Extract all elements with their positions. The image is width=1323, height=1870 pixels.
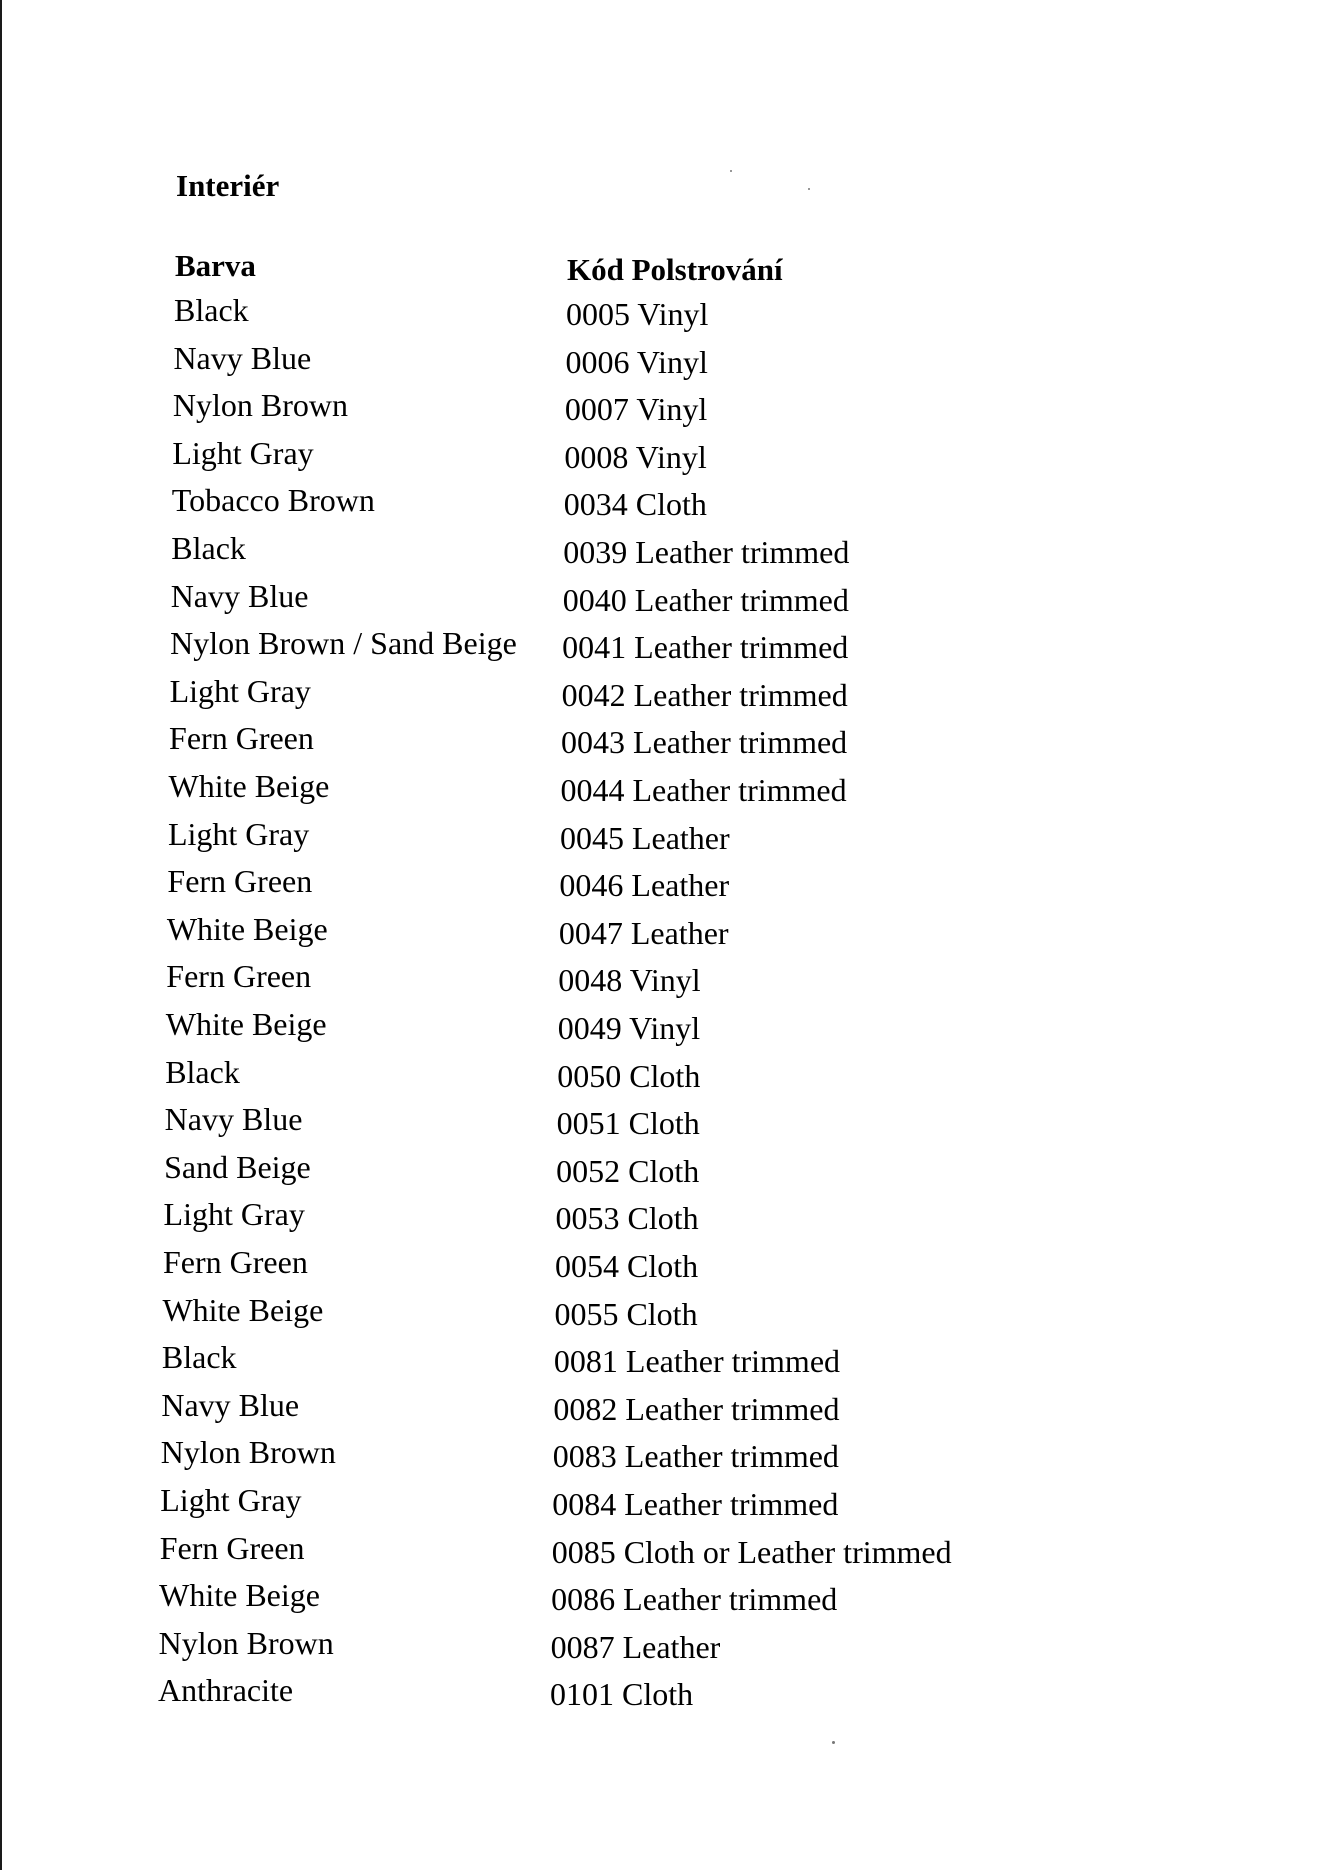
color-cell: Navy Blue [161,1386,300,1423]
color-cell: Navy Blue [170,577,309,614]
upholstery-code-cell: 0084 Leather trimmed [552,1486,839,1522]
table-row [0,433,1323,473]
table-row [0,1147,1323,1187]
color-cell: Nylon Brown [172,387,348,424]
color-cell: White Beige [166,910,328,947]
table-row [0,766,1323,806]
upholstery-code-cell: 0086 Leather trimmed [551,1581,838,1618]
table-row [0,338,1323,378]
upholstery-code-cell: 0049 Vinyl [557,1010,701,1046]
color-cell: White Beige [159,1577,320,1614]
color-cell: Fern Green [166,958,312,995]
color-cell: Fern Green [167,863,313,900]
table-row [0,1528,1323,1568]
color-cell: Navy Blue [164,1101,303,1138]
column-header-code: Kód Polstrování [567,252,783,287]
color-cell: Anthracite [158,1672,294,1709]
table-row [0,1432,1323,1475]
table-row [0,1670,1323,1713]
color-cell: White Beige [162,1291,324,1328]
upholstery-code-cell: 0005 Vinyl [566,296,709,332]
upholstery-code-cell: 0081 Leather trimmed [553,1343,841,1380]
upholstery-code-cell: 0039 Leather trimmed [563,534,850,570]
color-cell: Sand Beige [164,1148,311,1185]
upholstery-code-cell: 0082 Leather trimmed [553,1390,840,1427]
color-cell: Black [171,530,246,566]
upholstery-code-cell: 0006 Vinyl [565,343,708,380]
upholstery-code-cell: 0046 Leather [559,867,730,904]
upholstery-code-cell: 0008 Vinyl [564,438,707,475]
color-cell: Fern Green [163,1244,308,1280]
table-row [0,861,1323,904]
table-row [0,1480,1323,1520]
table-row [0,1004,1323,1044]
color-cell: Nylon Brown [158,1624,334,1661]
color-cell: Black [174,292,249,328]
table-row [0,385,1323,428]
color-cell: Navy Blue [173,339,312,376]
color-cell: Light Gray [160,1482,302,1518]
table-row [0,1194,1323,1237]
upholstery-code-cell: 0055 Cloth [554,1295,698,1332]
table-row [0,528,1323,568]
color-cell: Light Gray [167,815,310,852]
table-row [0,1385,1323,1425]
upholstery-code-cell: 0042 Leather trimmed [561,676,848,713]
table-row [0,1099,1323,1142]
color-cell: Light Gray [172,434,314,471]
scan-speck [730,170,732,172]
upholstery-code-cell: 0043 Leather trimmed [561,724,848,761]
upholstery-code-cell: 0034 Cloth [563,486,707,523]
table-row [0,1623,1323,1663]
color-cell: Black [161,1339,237,1376]
upholstery-code-cell: 0040 Leather trimmed [562,581,849,618]
upholstery-code-cell: 0044 Leather trimmed [560,772,847,808]
column-header-color: Barva [175,248,256,283]
upholstery-code-cell: 0050 Cloth [557,1057,701,1094]
color-cell: White Beige [165,1006,327,1042]
table-row [0,576,1323,616]
scan-speck [832,1741,835,1744]
color-cell: White Beige [168,768,330,804]
table-row [0,718,1323,761]
upholstery-code-cell: 0041 Leather trimmed [562,629,849,666]
upholstery-code-cell: 0048 Vinyl [558,962,701,999]
table-row [0,814,1323,854]
color-cell: Nylon Brown [160,1434,336,1471]
upholstery-code-cell: 0085 Cloth or Leather trimmed [551,1533,952,1570]
table-row [0,671,1323,711]
table-row [0,1242,1323,1282]
color-cell: Nylon Brown / Sand Beige [170,625,517,662]
upholstery-code-cell: 0052 Cloth [556,1152,700,1189]
color-cell: Fern Green [169,720,314,757]
color-cell: Tobacco Brown [171,482,375,519]
table-row [0,956,1323,999]
table-row [0,1575,1323,1618]
color-cell: Fern Green [159,1529,305,1566]
scan-speck [808,188,810,190]
upholstery-code-cell: 0051 Cloth [556,1105,700,1142]
color-cell: Light Gray [163,1196,305,1233]
upholstery-code-cell: 0087 Leather [550,1628,721,1665]
table-row [0,480,1323,523]
upholstery-code-cell: 0101 Cloth [550,1676,694,1713]
color-cell: Light Gray [169,672,311,709]
table-row [0,290,1323,330]
upholstery-code-cell: 0007 Vinyl [564,391,708,428]
upholstery-code-cell: 0054 Cloth [555,1248,699,1284]
page-title: Interiér [176,168,280,203]
upholstery-code-cell: 0047 Leather [558,914,729,951]
table-row [0,1052,1323,1092]
upholstery-code-cell: 0045 Leather [559,819,730,856]
table-row [0,623,1323,666]
table-row [0,1337,1323,1380]
color-cell: Black [165,1053,240,1090]
upholstery-code-cell: 0053 Cloth [555,1200,699,1237]
table-row [0,909,1323,949]
upholstery-code-cell: 0083 Leather trimmed [552,1438,839,1475]
table-row [0,1290,1323,1330]
